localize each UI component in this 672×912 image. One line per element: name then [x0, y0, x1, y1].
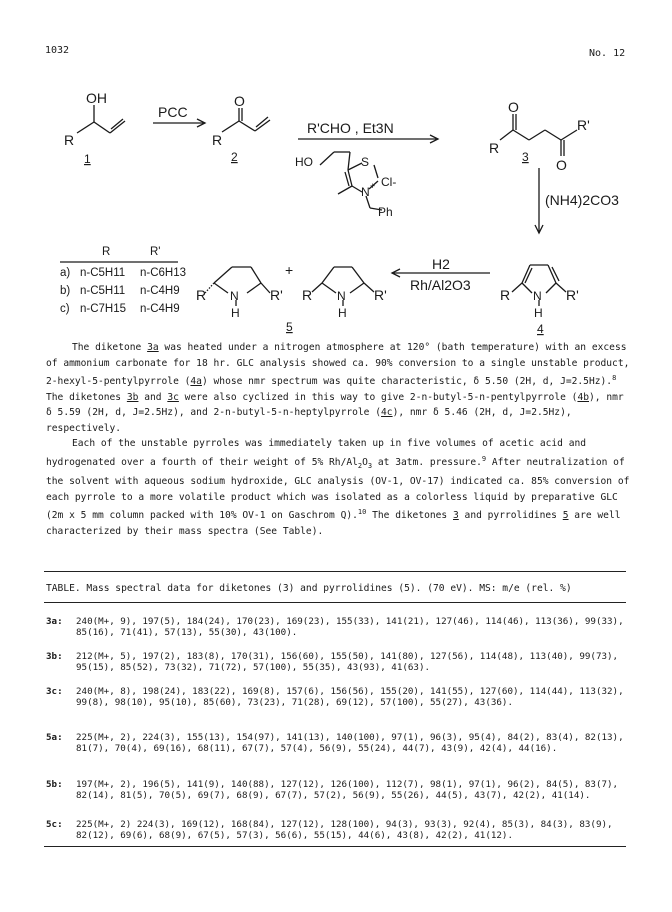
mass-spectral-values: 240(M+, 8), 198(24), 183(22), 169(8), 157(6), 156(56), 155(20), 141(55), 127(60), 114(44), 113(32), 99(8), 98(10), 95(10), 85(60), 73(23), 71(28), 69(12), 57(100), 55(27), 43(36). [76, 686, 624, 708]
compound-3-o-left: O [508, 99, 519, 115]
compound-3-rp: R' [577, 117, 590, 133]
journal-issue: No. 12 [589, 48, 626, 59]
table-bottom-rule [44, 846, 626, 847]
mass-spectral-values: 225(M+, 2), 224(3), 155(13), 154(97), 141(13), 140(100), 97(1), 96(3), 95(4), 84(2), 83(4), 82(13), 81(7), 70(4), 69(16), 68(11), 67(7), 57(4), 56(9), 55(24), 44(7), 43(9), 42(4), 44(16). [76, 732, 624, 754]
label-compound-5: 5 [286, 320, 293, 334]
table-header-rule [44, 602, 626, 603]
body-text [46, 340, 631, 539]
label-compound-1: 1 [84, 152, 91, 166]
substituent-head-rp: R' [150, 246, 161, 258]
arrow-stetter [298, 135, 438, 143]
compound-2-r: R [212, 132, 223, 148]
arrow-pcc [153, 119, 205, 127]
pyrrolidine-left-r: R [196, 287, 207, 303]
reagent-rh: Rh/Al2O3 [410, 277, 471, 293]
pyrrolidine-left-rp: R' [270, 287, 283, 303]
substituent-label: a) [60, 267, 71, 279]
arrow-ammonium [535, 168, 543, 233]
pyrrolidine-right-n: N [337, 289, 346, 303]
compound-3-structure [500, 114, 577, 156]
compound-label: 3a: [46, 616, 63, 627]
compound-label: 3c: [46, 686, 63, 697]
compound-1-oh: OH [86, 90, 107, 106]
mass-spectral-values: 197(M+, 2), 196(5), 141(9), 140(88), 127(12), 126(100), 112(7), 98(1), 97(1), 96(2), 84(5), 83(7), 82(14), 81(5), 70(5), 69(7), 68(9), 67(7), 57(2), 56(9), 55(26), 44(5), 43(7), 42(2), 41(14). [76, 779, 619, 801]
plus-sign: + [285, 262, 294, 278]
compound-label: 5c: [46, 819, 63, 830]
pyrrolidine-left-n: N [230, 289, 239, 303]
substituent-r: n-C5H11 [80, 285, 126, 297]
pyrrole-r: R [500, 287, 511, 303]
substituent-r: n-C7H15 [80, 303, 127, 315]
substituent-head-r: R [102, 246, 111, 258]
thiazolium-ph: Ph [378, 205, 393, 219]
pyrrolidine-right-h: H [338, 306, 347, 320]
compound-3-r: R [489, 140, 500, 156]
paragraph-2: Each of the unstable pyrroles was immediately taken up in five volumes of acetic acid and hydrogenated over a fourth of their weight of 5% $Rh/Al_2O_3$ at 3atm. pressure.$^9$ After neutralization of the solvent with aqueous sodium hydroxide, GLC analysis (OV-1, OV-17) indicated ca. 85% conversion of each pyrrole to a more volatile product which was isolated as a colorless liquid by preparative GLC (2m x 5 mm column packed with 10% OV-1 on Gaschrom Q).$^{10}$ The diketones 3 and pyrrolidines 5 are well characterized by their mass spectra (See Table). [46, 438, 630, 537]
thiazolium-plus: + [370, 181, 376, 191]
compound-label: 5a: [46, 732, 63, 743]
reagent-h2: H2 [432, 256, 450, 272]
thiazolium-n: N [361, 185, 370, 199]
paragraph-1: The diketone 3a was heated under a nitrogen atmosphere at 120° (bath temperature) with an excess of ammonium carbonate for 18 hr. GLC analysis showed ca. 90% conversion to a single unstable product, 2-hexyl-5-pentylpyrrole (4a) whose nmr spectrum was quite characteristic, δ 5.50 (2H, d, J=2.5Hz).$^8$ The diketones 3b and 3c were also cyclized in this way to give 2-n-butyl-5-n-pentylpyrrole (4b), nmr δ 5.59 (2H, d, J=2.5Hz), and 2-n-butyl-5-n-heptylpyrrole (4c), nmr δ 5.46 (2H, d, J=2.5Hz), respectively. [46, 342, 630, 434]
label-compound-3: 3 [522, 150, 529, 164]
substituent-r: n-C5H11 [80, 267, 126, 279]
compound-2-structure [222, 108, 270, 132]
mass-spectral-values: 240(M+, 9), 197(5), 184(24), 170(23), 169(23), 155(33), 141(21), 127(46), 114(46), 113(36), 99(33), 85(16), 71(41), 57(13), 55(30), 43(100). [76, 616, 624, 638]
label-compound-4: 4 [537, 322, 544, 336]
label-compound-2: 2 [231, 150, 238, 164]
thiazolium-ho: HO [295, 155, 313, 169]
pyrrolidine-right-r: R [302, 287, 313, 303]
page-number: 1032 [45, 45, 70, 56]
substituent-label: b) [60, 285, 71, 297]
substituent-label: c) [60, 303, 70, 315]
mass-spectral-values: 212(M+, 5), 197(2), 183(8), 170(31), 156(60), 155(50), 141(80), 127(56), 114(48), 113(40), 99(73), 95(15), 85(52), 73(32), 71(72), 57(100), 55(35), 43(93), 41(63). [76, 651, 619, 673]
thiazolium-s: S [361, 155, 370, 169]
pyrrolidine-left-h: H [231, 306, 240, 320]
table-top-rule [44, 571, 626, 572]
reagent-ammonium: (NH4)2CO3 [545, 192, 619, 208]
compound-label: 5b: [46, 779, 63, 790]
substituent-rp: n-C4H9 [140, 303, 180, 315]
substituent-rp: n-C6H13 [140, 267, 187, 279]
mass-spectral-values: 225(M+, 2) 224(3), 169(12), 168(84), 127(12), 128(100), 94(3), 93(3), 92(4), 85(3), 84(3), 83(9), 82(12), 69(6), 68(9), 67(5), 57(3), 56(6), 55(15), 44(6), 43(8), 42(2), 41(12). [76, 819, 613, 841]
pyrrole-rp: R' [566, 287, 579, 303]
substituent-rp: n-C4H9 [140, 285, 180, 297]
pyrrolidine-right-rp: R' [374, 287, 387, 303]
reaction-scheme [0, 0, 672, 350]
compound-3-o-right: O [556, 157, 567, 173]
reagent-aldehyde: R'CHO , Et3N [307, 120, 394, 136]
compound-2-o: O [234, 93, 245, 109]
reagent-pcc: PCC [158, 104, 188, 120]
compound-label: 3b: [46, 651, 63, 662]
compound-1-structure [77, 105, 125, 133]
table-title: TABLE. Mass spectral data for diketones (3) and pyrrolidines (5). (70 eV). MS: m/e (rel. %) [46, 583, 572, 594]
pyrrole-h: H [534, 306, 543, 320]
compound-1-r: R [64, 132, 75, 148]
thiazolium-cl: Cl- [381, 175, 397, 189]
pyrrole-n: N [533, 289, 542, 303]
